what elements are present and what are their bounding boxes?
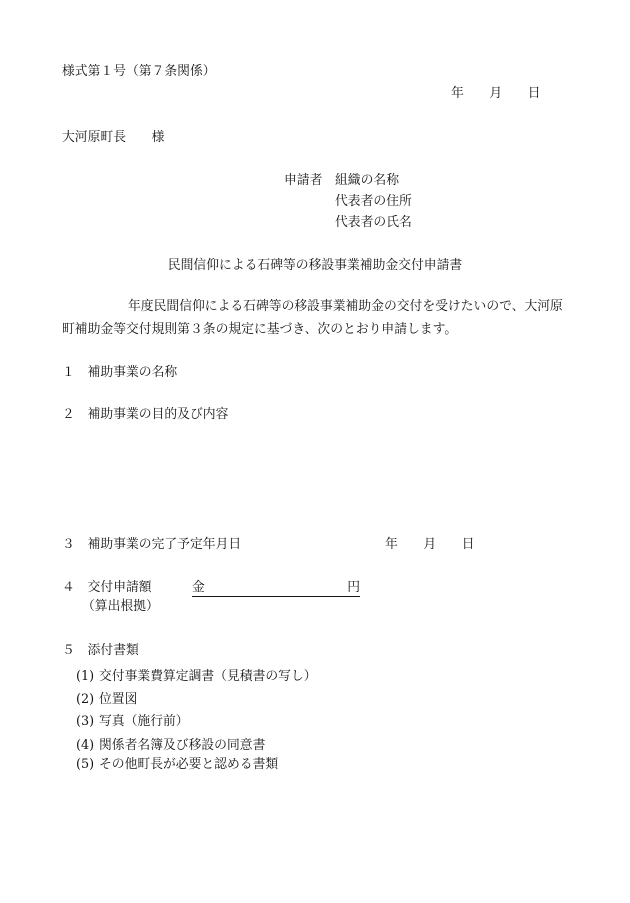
applicant-representative-name: 代表者の氏名 [335, 215, 412, 230]
item-number: ４ [62, 580, 75, 595]
item-requested-amount [62, 580, 152, 596]
attachment-label: その他町長が必要と認める書類 [99, 757, 279, 772]
item-attachments [62, 643, 139, 659]
attachment-item [76, 757, 278, 773]
addressee-name: 大河原町長 [62, 130, 126, 145]
attachment-number: (2) [76, 692, 95, 707]
attachment-label: 交付事業費算定調書（見積書の写し） [99, 669, 317, 684]
attachment-item [76, 738, 265, 754]
item-label: 添付書類 [87, 643, 139, 658]
completion-month-label: 月 [423, 537, 437, 552]
item-number: ５ [62, 643, 75, 658]
addressee [62, 130, 164, 146]
item-label: 補助事業の完了予定年月日 [87, 537, 242, 552]
body-text-line-2: 町補助金等交付規則第３条の規定に基づき、次のとおり申請します。 [62, 322, 458, 337]
application-date [451, 86, 541, 102]
item-label: 補助事業の名称 [87, 365, 178, 380]
document-title: 民間信仰による石碑等の移設事業補助金交付申請書 [167, 258, 463, 273]
amount-field [192, 580, 360, 597]
completion-year-label: 年 [385, 537, 398, 552]
body-text-line-1: 年度民間信仰による石碑等の移設事業補助金の交付を受けたいので、大河原 [128, 299, 563, 314]
amount-suffix: 円 [347, 580, 360, 595]
date-day-label: 日 [527, 86, 541, 101]
completion-date-fields [385, 537, 475, 553]
amount-prefix: 金 [192, 580, 205, 595]
attachment-item [76, 714, 189, 730]
addressee-honorific: 様 [151, 130, 165, 145]
amount-calculation-note: （算出根拠） [82, 599, 159, 614]
item-label: 交付申請額 [87, 580, 152, 595]
date-month-label: 月 [489, 86, 503, 101]
item-label: 補助事業の目的及び内容 [87, 407, 229, 422]
attachment-number: (1) [76, 669, 95, 684]
attachment-number: (4) [76, 738, 95, 753]
applicant-label: 申請者 [284, 173, 323, 188]
attachment-label: 写真（施行前） [99, 714, 189, 729]
attachment-number: (3) [76, 714, 95, 729]
item-project-name [62, 365, 177, 381]
attachment-number: (5) [76, 757, 95, 772]
item-number: ２ [62, 407, 75, 422]
item-number: ３ [62, 537, 75, 552]
attachment-item [76, 669, 317, 685]
date-year-label: 年 [451, 86, 464, 101]
applicant-representative-address: 代表者の住所 [335, 194, 412, 209]
item-project-purpose [62, 407, 228, 423]
attachment-item [76, 692, 137, 708]
applicant-organization-name: 組織の名称 [335, 173, 399, 188]
form-number: 様式第１号（第７条関係） [62, 64, 216, 79]
item-number: １ [62, 365, 75, 380]
item-completion-date [62, 537, 241, 553]
attachment-label: 関係者名簿及び移設の同意書 [99, 738, 266, 753]
attachment-label: 位置図 [99, 692, 138, 707]
completion-day-label: 日 [461, 537, 475, 552]
